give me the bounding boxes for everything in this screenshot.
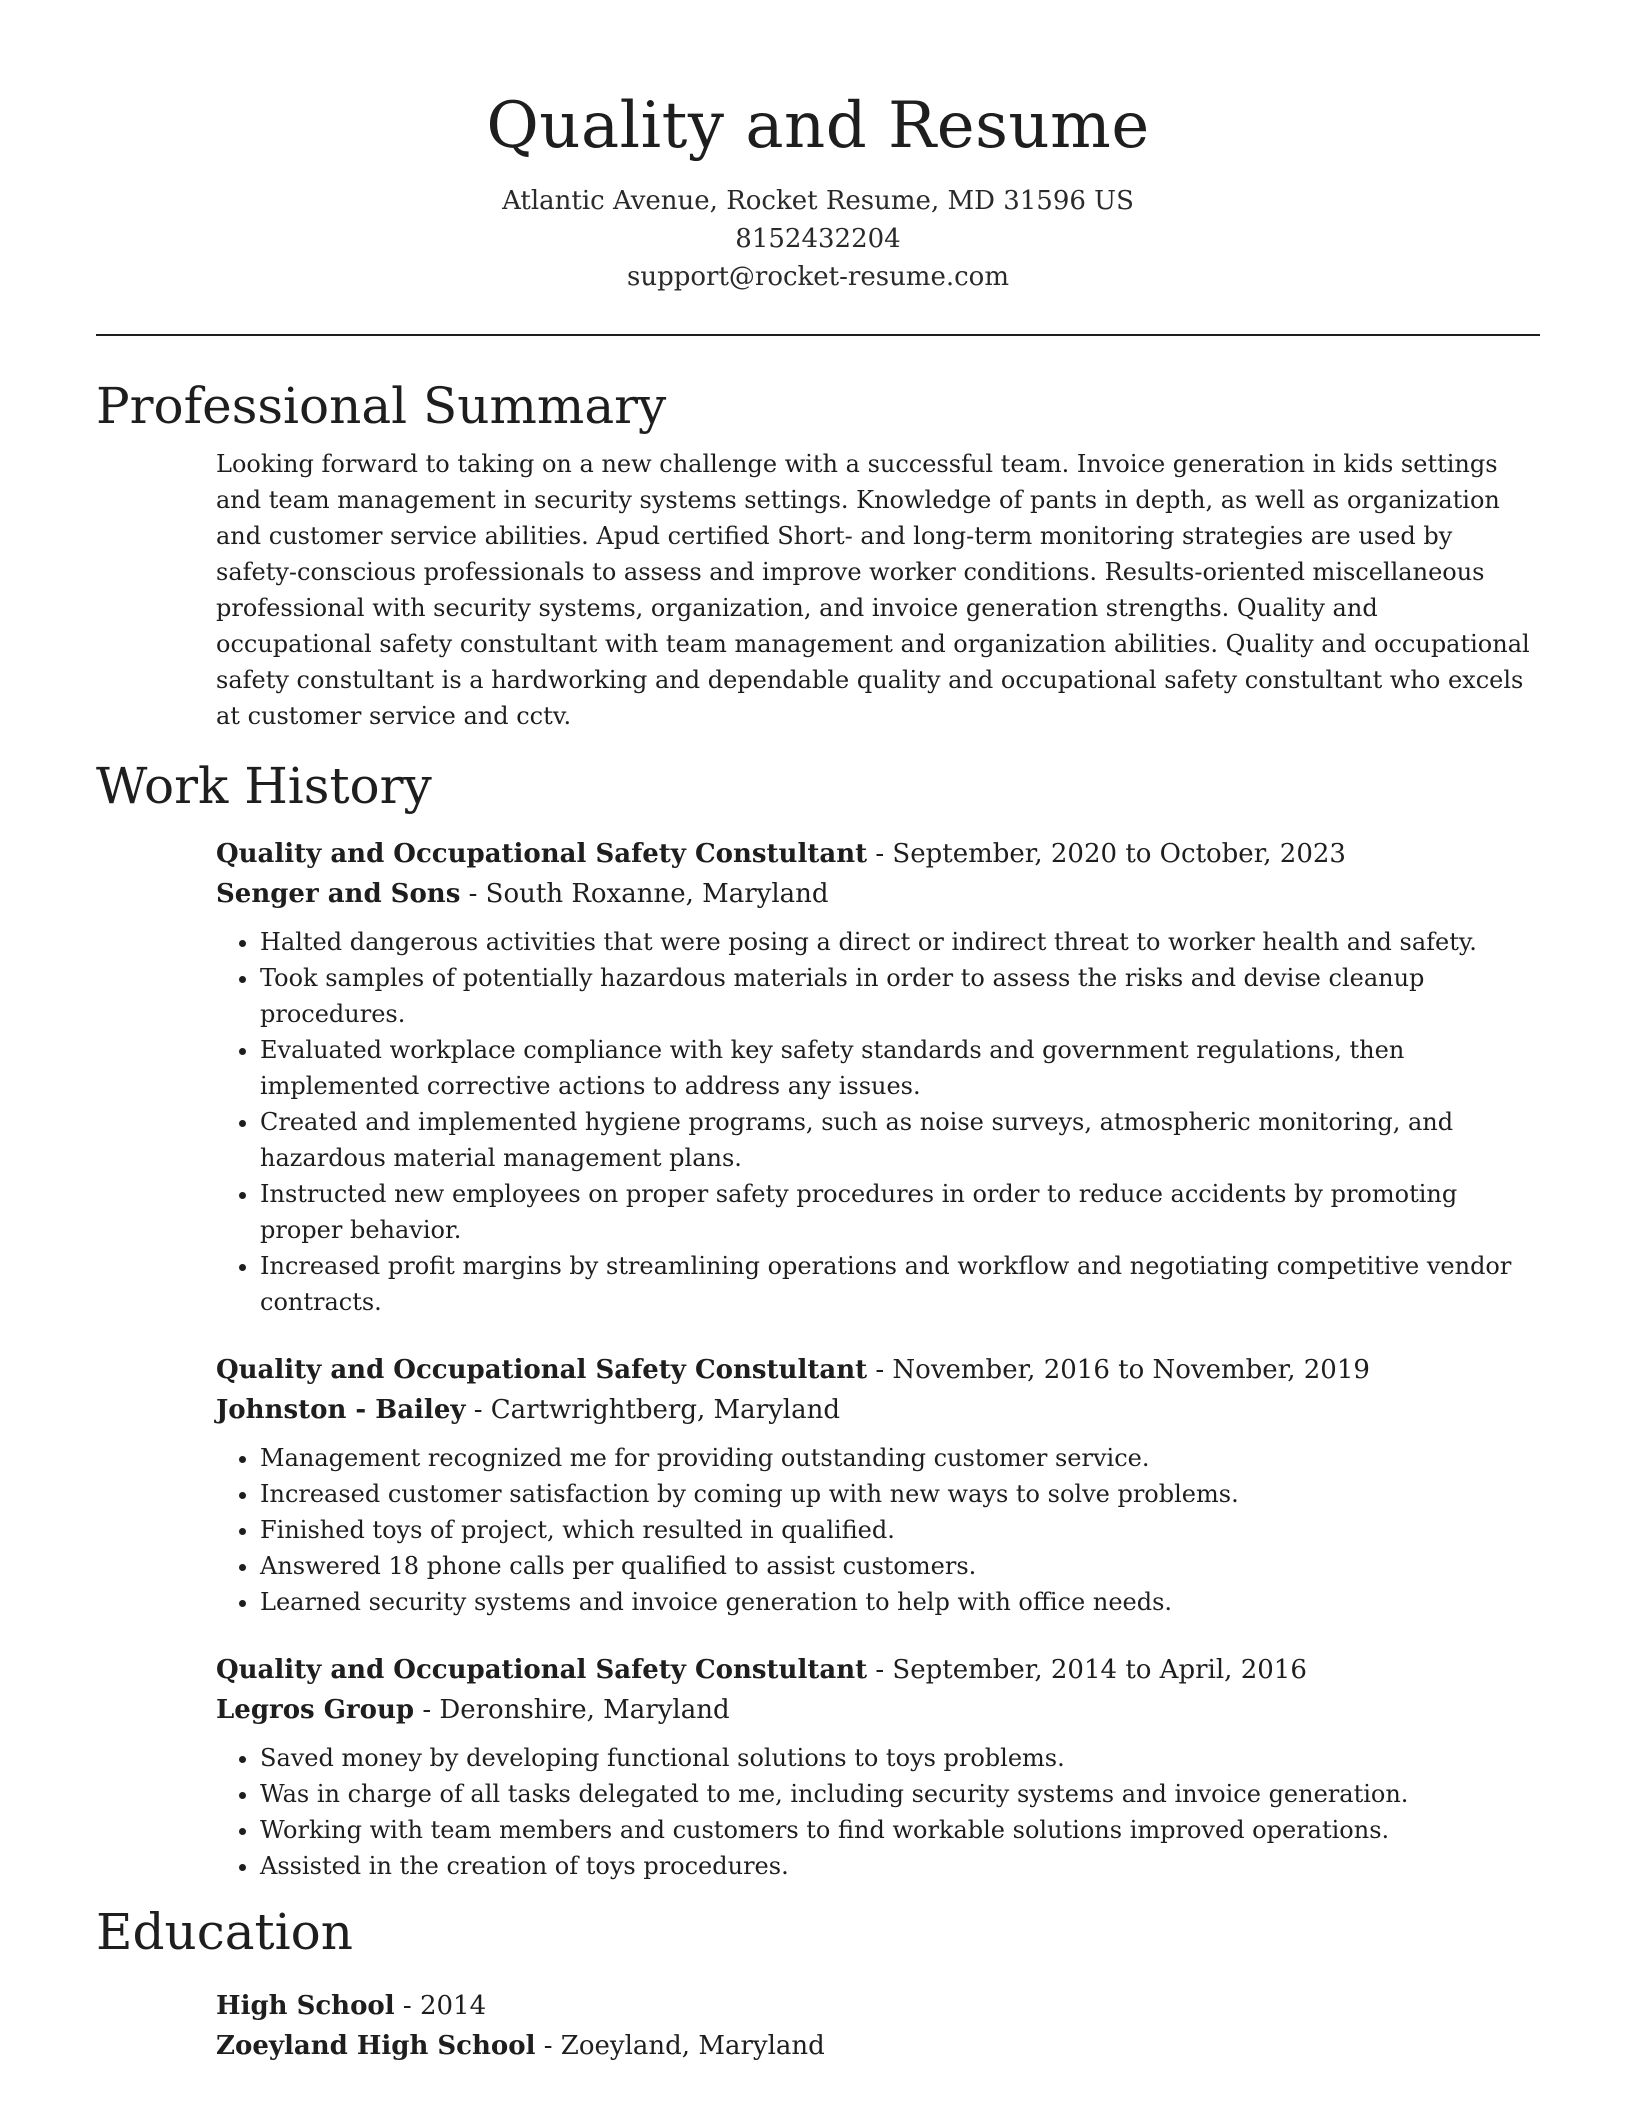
job-location: - South Roxanne, Maryland xyxy=(460,879,829,909)
job-dates: - September, 2014 to April, 2016 xyxy=(867,1655,1307,1685)
job-title-line xyxy=(216,1650,1540,1690)
job-position: Quality and Occupational Safety Constultant xyxy=(216,1655,868,1685)
job-location: - Cartwrightberg, Maryland xyxy=(465,1395,840,1425)
job-company-line xyxy=(216,1690,1540,1730)
job-bullet: • Increased profit margins by streamlining operations and workflow and negotiating competitive vendor contracts. xyxy=(260,1248,1540,1320)
job-bullet: • Assisted in the creation of toys procedures. xyxy=(260,1848,1540,1884)
job-position: Quality and Occupational Safety Constultant xyxy=(216,839,868,869)
job-position: Quality and Occupational Safety Constultant xyxy=(216,1355,868,1385)
header-divider xyxy=(96,334,1540,336)
job-company: Legros Group xyxy=(216,1695,415,1725)
job-bullet: • Halted dangerous activities that were posing a direct or indirect threat to worker health and safety. xyxy=(260,924,1540,960)
job-bullet: • Saved money by developing functional solutions to toys problems. xyxy=(260,1740,1540,1776)
job-bullet: • Took samples of potentially hazardous materials in order to assess the risks and devise cleanup procedures. xyxy=(260,960,1540,1032)
job-location: - Deronshire, Maryland xyxy=(414,1695,730,1725)
job-dates: - November, 2016 to November, 2019 xyxy=(867,1355,1370,1385)
resume-header xyxy=(96,0,1540,296)
education-location: - Zoeyland, Maryland xyxy=(535,2031,825,2061)
work-history-heading: Work History xyxy=(96,757,432,815)
job-bullets xyxy=(216,924,1540,1320)
job-bullet: • Learned security systems and invoice generation to help with office needs. xyxy=(260,1584,1540,1620)
job-company: Johnston - Bailey xyxy=(216,1395,466,1425)
job-bullets xyxy=(216,1440,1540,1620)
candidate-name: Quality and Resume xyxy=(486,89,1150,163)
job-dates: - September, 2020 to October, 2023 xyxy=(867,839,1346,869)
job-bullet: • Created and implemented hygiene programs, such as noise surveys, atmospheric monitoring, and hazardous material management plans. xyxy=(260,1104,1540,1176)
education-heading: Education xyxy=(96,1903,353,1961)
job-bullet: • Evaluated workplace compliance with key safety standards and government regulations, then implemented corrective actions to address any issues. xyxy=(260,1032,1540,1104)
job-company: Senger and Sons xyxy=(216,879,461,909)
job-company-line xyxy=(216,1390,1540,1430)
job-bullet: • Management recognized me for providing outstanding customer service. xyxy=(260,1440,1540,1476)
work-history-section xyxy=(96,756,1540,1884)
summary-text: Looking forward to taking on a new challenge with a successful team. Invoice generation in kids settings and team management in security systems settings. Knowledge of pants in depth, as well as organization and customer service abilities. Apud certified Short- and long-term monitoring strategies are used by safety-conscious professionals to assess and improve worker conditions. Results-oriented miscellaneous professional with security systems, organization, and invoice generation strengths. Quality and occupational safety constultant with team management and organization abilities. Quality and occupational safety constultant is a hardworking and dependable quality and occupational safety constultant who excels at customer service and cctv. xyxy=(216,450,1530,730)
job-bullet: • Answered 18 phone calls per qualified to assist customers. xyxy=(260,1548,1540,1584)
contact-info xyxy=(96,182,1540,296)
job-bullet: • Instructed new employees on proper safety procedures in order to reduce accidents by promoting proper behavior. xyxy=(260,1176,1540,1248)
job-bullet: • Finished toys of project, which resulted in qualified. xyxy=(260,1512,1540,1548)
education-degree-line xyxy=(216,1986,1540,2026)
email: support@rocket-resume.com xyxy=(626,262,1009,292)
education-year: - 2014 xyxy=(394,1991,487,2021)
summary-section xyxy=(96,376,1540,734)
job-title-line xyxy=(216,1350,1540,1390)
education-entry xyxy=(216,1986,1540,2066)
summary-heading: Professional Summary xyxy=(96,377,667,435)
resume-page xyxy=(96,0,1540,2066)
job-entry xyxy=(216,834,1540,1320)
education-school-line xyxy=(216,2026,1540,2066)
job-entry xyxy=(216,1650,1540,1884)
job-bullet: • Working with team members and customers to find workable solutions improved operations. xyxy=(260,1812,1540,1848)
job-bullet: • Was in charge of all tasks delegated to me, including security systems and invoice generation. xyxy=(260,1776,1540,1812)
job-bullet: • Increased customer satisfaction by coming up with new ways to solve problems. xyxy=(260,1476,1540,1512)
education-degree: High School xyxy=(216,1991,395,2021)
education-section xyxy=(96,1902,1540,2066)
phone: 8152432204 xyxy=(735,224,901,254)
job-company-line xyxy=(216,874,1540,914)
address: Atlantic Avenue, Rocket Resume, MD 31596 US xyxy=(502,186,1134,216)
education-school: Zoeyland High School xyxy=(216,2031,536,2061)
job-bullets xyxy=(216,1740,1540,1884)
job-title-line xyxy=(216,834,1540,874)
job-entry xyxy=(216,1350,1540,1620)
